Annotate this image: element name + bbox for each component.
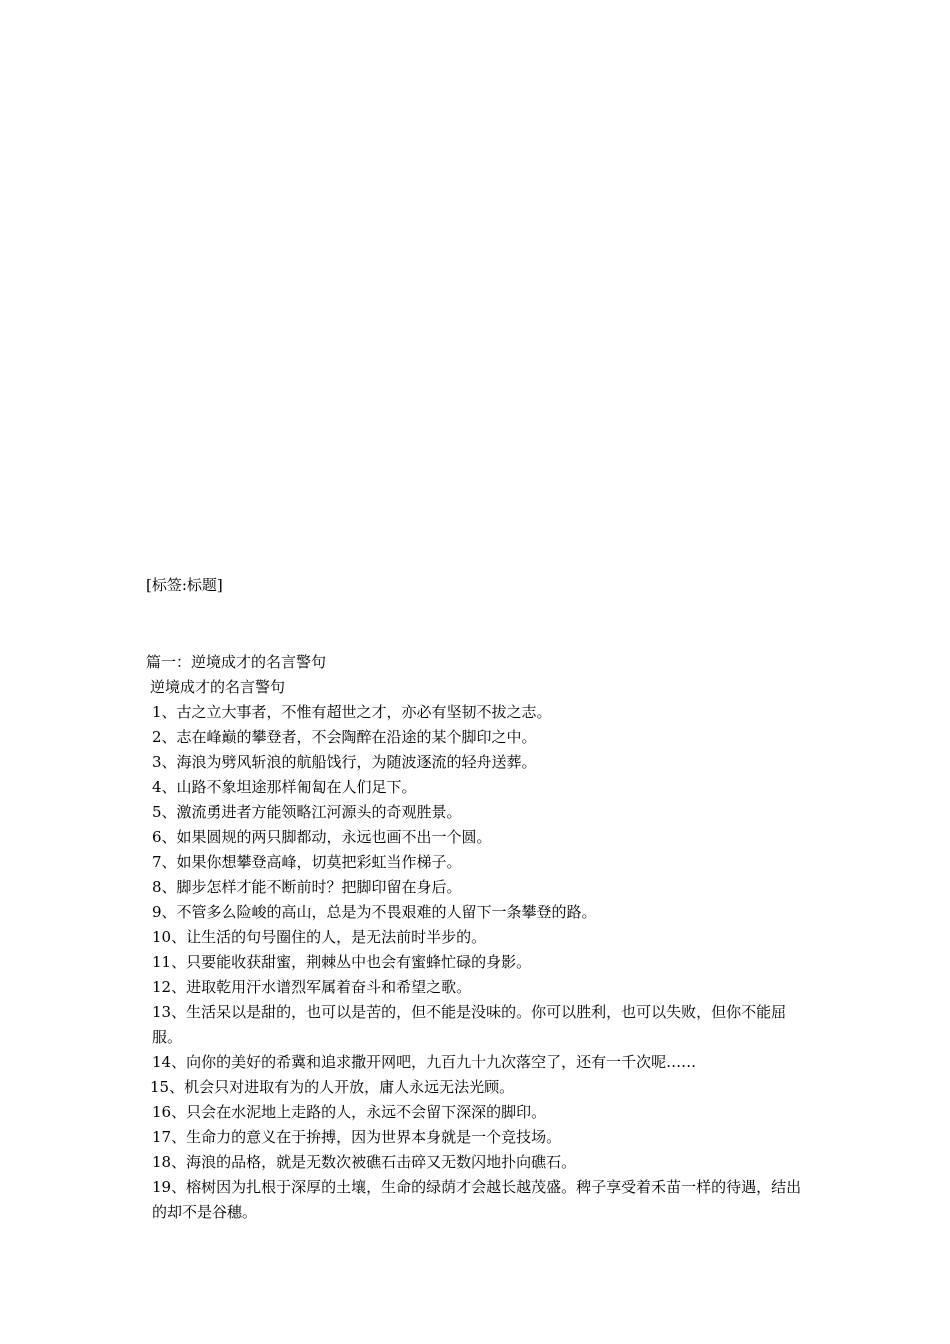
tag-placeholder: [标签:标题] — [146, 576, 223, 594]
quote-item: 17、生命力的意义在于拚搏，因为世界本身就是一个竞技场。 — [152, 1128, 562, 1146]
quote-item: 11、只要能收获甜蜜，荆棘丛中也会有蜜蜂忙碌的身影。 — [152, 953, 532, 971]
document-body — [146, 650, 812, 1225]
quote-item: 14、向你的美好的希冀和追求撒开网吧，九百九十九次落空了，还有一千次呢…… — [152, 1053, 697, 1071]
quote-item: 2、志在峰巅的攀登者，不会陶醉在沿途的某个脚印之中。 — [152, 728, 537, 746]
quote-item: 4、山路不象坦途那样匍匐在人们足下。 — [152, 778, 417, 796]
quote-item: 8、脚步怎样才能不断前时？把脚印留在身后。 — [152, 878, 462, 896]
quote-item: 3、海浪为劈风斩浪的航船饯行，为随波逐流的轻舟送葬。 — [152, 753, 537, 771]
quote-item: 16、只会在水泥地上走路的人，永远不会留下深深的脚印。 — [152, 1103, 547, 1121]
quote-item: 5、激流勇进者方能领略江河源头的奇观胜景。 — [152, 803, 462, 821]
quote-item: 15、机会只对进取有为的人开放，庸人永远无法光顾。 — [150, 1078, 515, 1096]
quote-item: 19、榕树因为扎根于深厚的土壤，生命的绿荫才会越长越茂盛。稗子享受着禾苗一样的待遇，结出的却不是谷穗。 — [152, 1178, 802, 1221]
quote-item: 18、海浪的品格，就是无数次被礁石击碎又无数闪地扑向礁石。 — [152, 1153, 577, 1171]
quote-item: 13、生活呆以是甜的，也可以是苦的，但不能是没味的。你可以胜利，也可以失败，但你不能屈服。 — [152, 1003, 787, 1046]
quote-item: 10、让生活的句号圈住的人，是无法前时半步的。 — [152, 928, 487, 946]
quote-item: 1、古之立大事者，不惟有超世之才，亦必有坚韧不拔之志。 — [152, 703, 552, 721]
quote-item: 6、如果圆规的两只脚都动，永远也画不出一个圆。 — [152, 828, 492, 846]
quote-item: 9、不管多么险峻的高山，总是为不畏艰难的人留下一条攀登的路。 — [152, 903, 597, 921]
subtitle: 逆境成才的名言警句 — [150, 678, 286, 696]
quote-item: 7、如果你想攀登高峰，切莫把彩虹当作梯子。 — [152, 853, 462, 871]
quote-item: 12、进取乾用汗水谱烈军属着奋斗和希望之歌。 — [152, 978, 472, 996]
section-heading: 篇一：逆境成才的名言警句 — [146, 653, 327, 671]
